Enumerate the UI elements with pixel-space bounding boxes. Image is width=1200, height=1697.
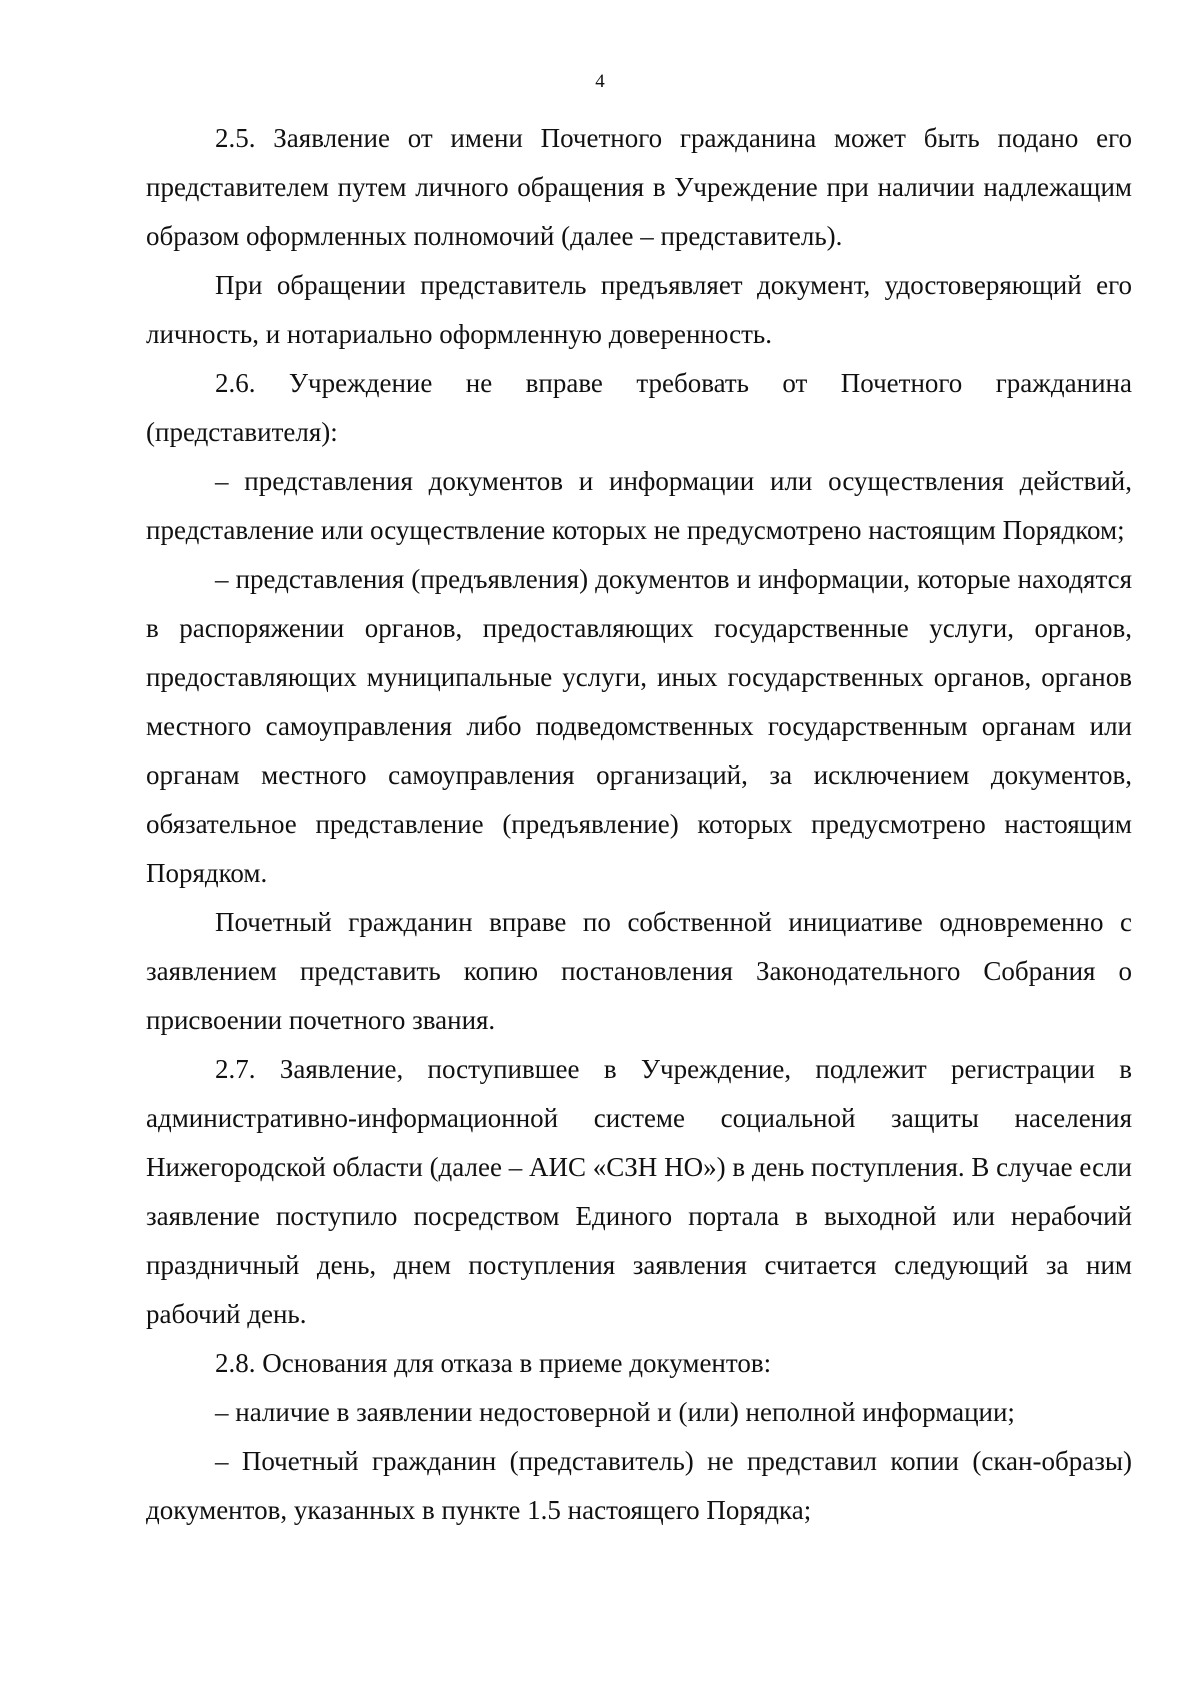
- list-item-actions-not-required: – представления документов и информации или осуществления действий, представление или осуществление которых не предусмотрено настоящим Порядком;: [146, 466, 1132, 545]
- list-item-unreliable-info: – наличие в заявлении недостоверной и (или) неполной информации;: [215, 1397, 1015, 1427]
- list-item-documents-in-possession: – представления (предъявления) документов и информации, которые находятся в распоряжении органов, предоставляющих государственные услуги, органов, предоставляющих муниципальные услуги, иных государственных органов, органов местного самоуправления либо подведомственных государственным органам или органам местного самоуправления организаций, за исключением документов, обязательное представление (предъявление) которых предусмотрено настоящим Порядком.: [146, 564, 1132, 888]
- page-number: 4: [595, 71, 605, 92]
- paragraph-representative-documents: При обращении представитель предъявляет документ, удостоверяющий его личность, и нотариально оформленную доверенность.: [146, 270, 1132, 349]
- paragraph-2-5: 2.5. Заявление от имени Почетного гражданина может быть подано его представителем путем личного обращения в Учреждение при наличии надлежащим образом оформленных полномочий (далее – представитель).: [146, 123, 1132, 251]
- paragraph-2-6: 2.6. Учреждение не вправе требовать от Почетного гражданина (представителя):: [146, 368, 1132, 447]
- list-item-missing-copies: – Почетный гражданин (представитель) не представил копии (скан-образы) документов, указанных в пункте 1.5 настоящего Порядка;: [146, 1446, 1132, 1525]
- paragraph-own-initiative: Почетный гражданин вправе по собственной инициативе одновременно с заявлением представить копию постановления Законодательного Собрания о присвоении почетного звания.: [146, 907, 1132, 1035]
- document-body: [146, 114, 1132, 1535]
- paragraph-2-8: 2.8. Основания для отказа в приеме документов:: [215, 1348, 772, 1378]
- paragraph-2-7: 2.7. Заявление, поступившее в Учреждение, подлежит регистрации в административно-информационной системе социальной защиты населения Нижегородской области (далее – АИС «СЗН НО») в день поступления. В случае если заявление поступило посредством Единого портала в выходной или нерабочий праздничный день, днем поступления заявления считается следующий за ним рабочий день.: [146, 1054, 1132, 1329]
